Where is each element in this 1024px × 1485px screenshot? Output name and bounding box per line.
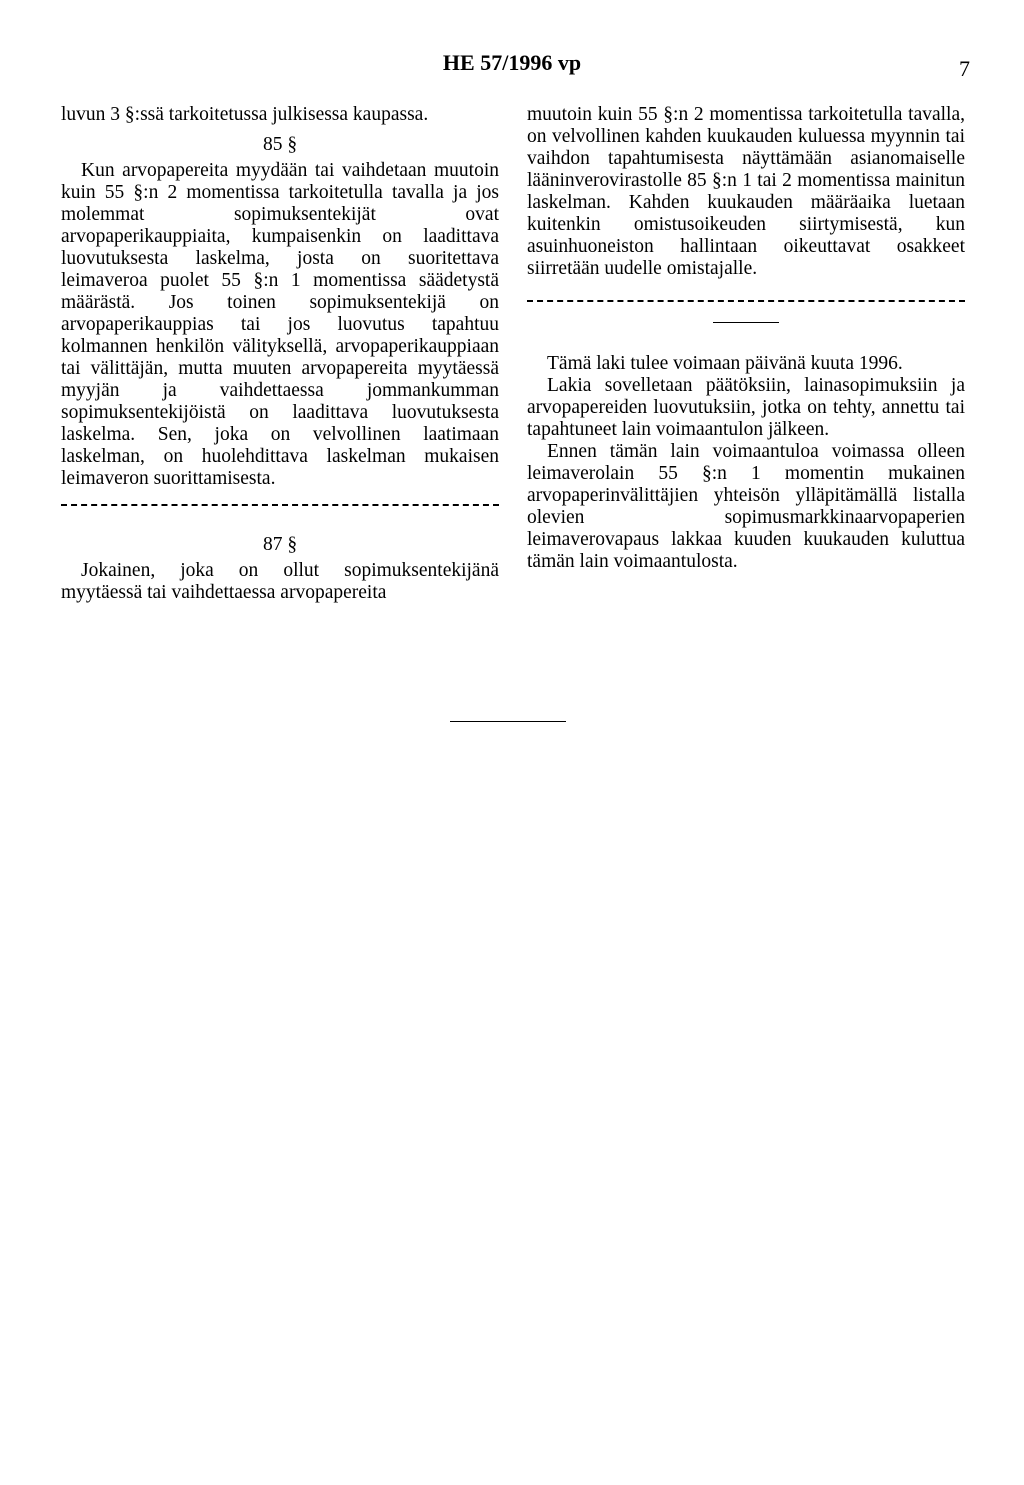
entry-into-force-paragraph: Tämä laki tulee voimaan päivänä kuuta 1996. — [547, 353, 903, 374]
continuation-paragraph: muutoin kuin 55 §:n 2 momentissa tarkoitetulla tavalla, on velvollinen kahden kuukauden kuluessa myynnin tai vaihdon tapahtumisesta näyttämään asianomaiselle lääninverovirastolle 85 §:n 1 tai 2 momentissa mainitun laskelman. Kahden kuukauden määräaika luetaan kuitenkin omistusoikeuden siirtymisestä, kun asuinhuoneiston hallintaan oikeuttavat osakkeet siirretään uudelle omistajalle. — [527, 104, 965, 279]
omission-dashed-rule — [61, 504, 499, 506]
right-column — [527, 104, 965, 573]
page-number: 7 — [959, 56, 970, 81]
document-header-title: HE 57/1996 vp — [442, 50, 582, 75]
section-87-paragraph: Jokainen, joka on ollut sopimuksentekijänä myytäessä tai vaihdettaessa arvopapereita — [61, 560, 499, 603]
omission-dashed-rule-right — [527, 300, 965, 302]
intro-paragraph: luvun 3 §:ssä tarkoitetussa julkisessa kaupassa. — [61, 104, 429, 125]
section-divider-rule — [713, 322, 779, 323]
section-85-heading: 85 § — [262, 134, 298, 155]
transition-paragraph-2: Ennen tämän lain voimaantuloa voimassa olleen leimaverolain 55 §:n 1 momentin mukainen arvopaperinvälittäjien yhteisön ylläpitämällä listalla olevien sopimusmarkkinaarvopaperien leimaverovapaus lakkaa kuuden kuukauden kuluttua tämän lain voimaantulosta. — [527, 441, 965, 572]
section-87-heading: 87 § — [262, 534, 298, 555]
left-column — [61, 104, 499, 604]
transition-paragraph-1: Lakia sovelletaan päätöksiin, lainasopimuksiin ja arvopapereiden luovutuksiin, jotka on tehty, annettu tai tapahtuneet lain voimaantulon jälkeen. — [527, 375, 965, 440]
document-end-rule — [450, 721, 566, 722]
section-85-paragraph: Kun arvopapereita myydään tai vaihdetaan muutoin kuin 55 §:n 2 momentissa tarkoitetulla tavalla ja jos molemmat sopimuksentekijät ovat arvopaperikauppiaita, kumpaisenkin on laadittava luovutuksesta laskelma, josta on suoritettava leimaveroa puolet 55 §:n 1 momentissa säädetystä määrästä. Jos toinen sopimuksentekijä on arvopaperikauppias tai jos luovutus tapahtuu kolmannen henkilön välityksellä, arvopaperikauppiaan tai välittäjän, mutta muuten arvopapereita myytäessä myyjän ja vaihdettaessa jommankumman sopimuksentekijöistä on laadittava luovutuksesta laskelma. Sen, joka on velvollinen laatimaan laskelman, on huolehdittava laskelman mukaisen leimaveron suorittamisesta. — [61, 160, 499, 489]
